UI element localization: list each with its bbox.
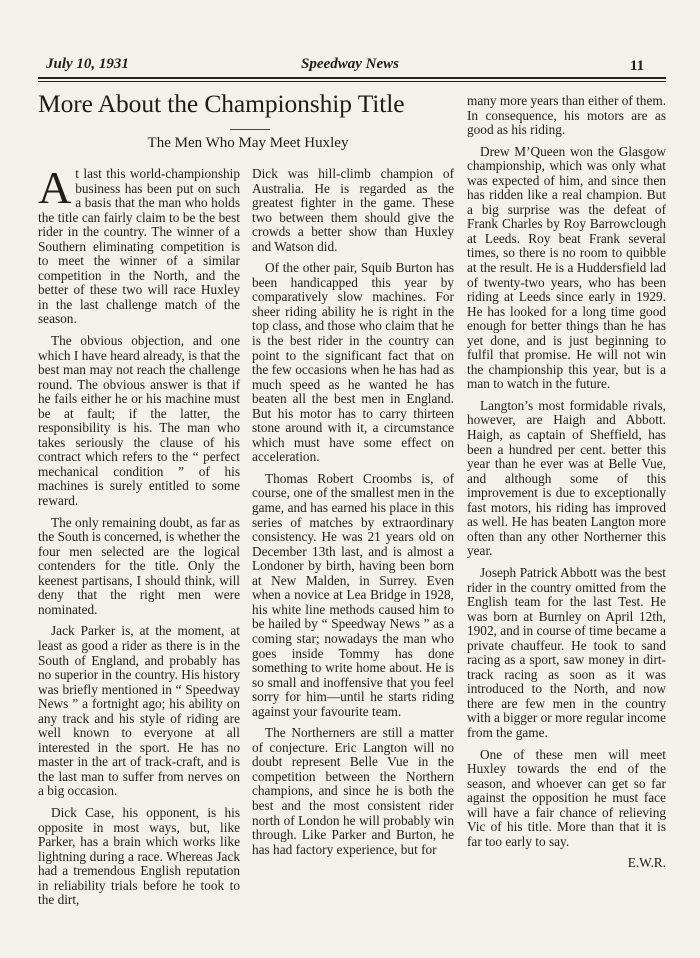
- paragraph: The only remaining doubt, as far as the South is concerned, is whether the four men selected are the logical contenders for the title. Only the keenest partisans, I should think, will deny that the right men were nominated.: [38, 514, 240, 617]
- page-header: [0, 0, 700, 80]
- paragraph: The obvious objection, and one which I have heard already, is that the best man may not reach the challenge round. The obvious answer is that if he fails either he or his machine must be at fault; if the latter, the responsibility is his. The man who takes seriously the clause of his contract which refers to the “ perfect mechanical condition ” of his machines is surely entitled to some reward.: [38, 333, 240, 509]
- paragraph: Of the other pair, Squib Burton has been handicapped this year by comparatively slow machines. For sheer riding ability he is right in the top class, and those who claim that he is the best rider in the country can point to the significant fact that on the few occasions when he has had as much speed as he wanted he has beaten all the best men in England. But his motor has to carry thirteen stone around with it, a circumstance which must have some effect on acceleration.: [252, 260, 454, 465]
- issue-date: July 10, 1931: [46, 56, 129, 72]
- header-rule: [38, 77, 666, 79]
- paragraph: Jack Parker is, at the moment, at least as good a rider as there is in the South of England, and probably has no superior in the country. His history was briefly mentioned in “ Speedway News ” a fortnight ago; his ability on any track and his style of riding are well known to everyone at all interested in the sport. He has no master in the art of track-craft, and is the last man to suffer from nerves on a big occasion.: [38, 623, 240, 799]
- article-subtitle: The Men Who May Meet Huxley: [147, 135, 349, 151]
- paragraph: One of these men will meet Huxley towards the end of the season, and whoever can get so far against the opposition he must face will have a fair chance of relieving Vic of his title. More than that it is far too early to say.: [467, 746, 666, 849]
- article-column-3: [467, 94, 666, 878]
- subtitle-divider: [230, 129, 270, 130]
- author-signature: E.W.R.: [627, 855, 666, 871]
- header-rule-thin: [38, 81, 666, 82]
- paragraph: Langton’s most formidable rivals, however, are Haigh and Abbott. Haigh, as captain of Sheffield, has been a hundred per cent. better this year than he ever was at Belle Vue, and although some of this improvement is due to exceptionally fast motors, his riding has improved as well. He has beaten Langton more often than any other Northerner this year.: [467, 397, 666, 559]
- paragraph: many more years than either of them. In consequence, his motors are as good as his riding.: [467, 93, 667, 138]
- paragraph: [38, 162, 240, 327]
- paragraph: The Northerners are still a matter of conjecture. Eric Langton will no doubt represent Belle Vue in the competition between the Northern champions, and since he is both the best and the most consistent rider north of London he will probably win through. Like Parker and Burton, he has had factory experience, but for: [252, 725, 454, 857]
- paragraph: Dick Case, his opponent, is his opposite in most ways, but, like Parker, has a brain which works like lightning during a race. Whereas Jack had a tremendous English reputation in reliability trials before he took to the dirt,: [38, 804, 240, 908]
- paragraph-text: t last this world-championship business has been put on such a basis that the man who holds the title can fairly claim to be the best rider in the country. The winner of a Southern eliminating competition is to meet the winner of a similar competition in the North, and the better of these two will race Huxley in the last challenge match of the season.: [38, 166, 240, 327]
- article-column-2: [252, 167, 454, 864]
- paragraph: Thomas Robert Croombs is, of course, one of the smallest men in the game, and has earned his place in this series of matches by extraordinary consistency. He was 21 years old on December 13th last, and is almost a Londoner by birth, having been born at New Malden, in Surrey. Even when a novice at Lea Bridge in 1928, his white line methods caused him to be hailed by “ Speedway News ” as a coming star; nowadays the man who goes inside Tommy has done something to write home about. He is so small and inoffensive that you feel sorry for him—until he starts riding against your favourite team.: [252, 470, 454, 719]
- publication-name: Speedway News: [301, 56, 399, 72]
- drop-cap: A: [38, 162, 72, 213]
- paragraph: Joseph Patrick Abbott was the best rider in the country omitted from the English team for the last Test. He was born at Burnley on April 12th, 1902, and in course of time became a private chauffeur. He took to sand racing as a sport, saw money in dirt-track racing as soon as it was introduced to the North, and now there are few men in the country with a bigger or more regular income from the game.: [467, 564, 666, 740]
- page-number: 11: [630, 58, 645, 74]
- article-title: More About the Championship Title: [38, 89, 405, 118]
- article-column-1: [38, 162, 240, 915]
- paragraph: Dick was hill-climb champion of Australia. He is regarded as the greatest fighter in the game. These two between them should give the crowds a better show than Huxley and Watson did.: [252, 166, 454, 254]
- paragraph: Drew M’Queen won the Glasgow championship, which was only what was expected of him, and since then has ridden like a real champion. But a big surprise was the defeat of Frank Charles by Roy Barrowclough at Leeds. Roy beat Frank several times, so there is no room to quibble at the result. He is a Huddersfield lad of twenty-two years, who has been riding at Leeds since early in 1929. He has looked for a long time good enough for better things than he has yet done, and is just beginning to fulfil that promise. He will not win the championship this year, but is a man to watch in the future.: [467, 143, 666, 392]
